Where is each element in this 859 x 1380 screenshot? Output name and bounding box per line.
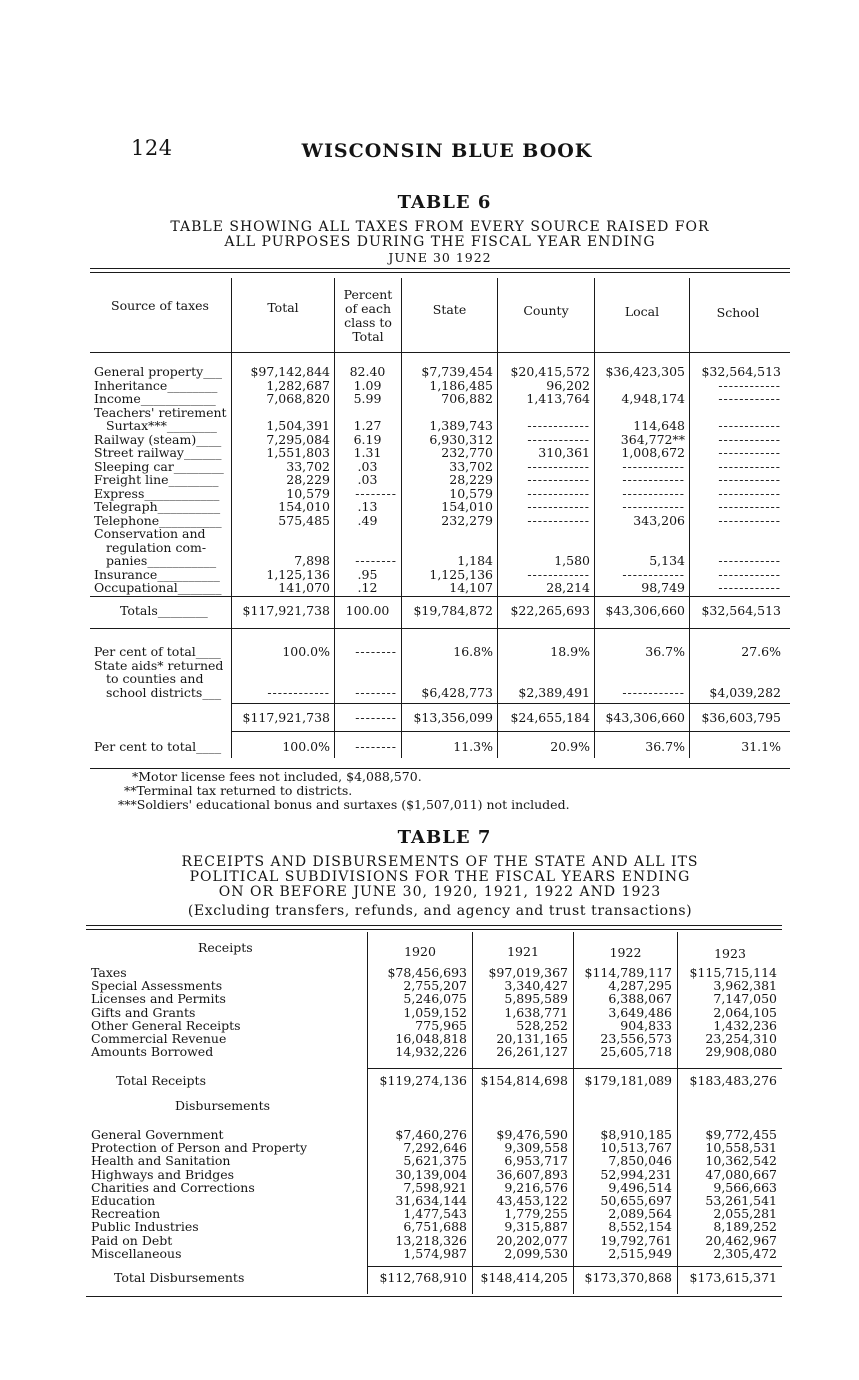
table7-total-receipts xyxy=(86,1074,782,1087)
tax-value: ------------ xyxy=(527,458,590,474)
disbursement-label: Education xyxy=(91,1193,156,1209)
totals-state: $19,784,872 xyxy=(413,603,493,618)
tax-row xyxy=(90,487,785,501)
disbursement-value: 9,566,663 xyxy=(713,1179,777,1195)
tax-value: ------------ xyxy=(718,458,781,474)
table7-receipts-rule xyxy=(367,1068,782,1069)
tax-value: ------------ xyxy=(527,512,590,528)
table7-bottom-rule xyxy=(86,1296,782,1297)
tax-label: Insurance__________ xyxy=(94,566,220,582)
table7-subtitle-1: RECEIPTS AND DISBURSEMENTS OF THE STATE AND ALL ITS xyxy=(181,854,699,870)
disbursement-label: Protection of Person and Property xyxy=(91,1140,308,1156)
receipt-value: $115,715,114 xyxy=(689,965,777,980)
tax-row xyxy=(90,406,785,420)
total-disbursements-row: Total Disbursements $112,768,910 $148,414,205 $173,370,868 $173,615,371 xyxy=(114,1270,777,1285)
table7-subtitle-4: (Excluding transfers, refunds, and agency and trust transactions) xyxy=(187,903,693,919)
receipt-row xyxy=(86,992,782,1005)
disbursement-value: 9,216,576 xyxy=(504,1179,568,1195)
tax-value: 28,214 xyxy=(546,580,590,595)
table7-header-1923: 1923 xyxy=(714,946,746,961)
totals-county: $22,265,693 xyxy=(510,603,590,618)
table6-header-county: County xyxy=(523,303,569,318)
tax-value: 6.19 xyxy=(353,431,382,447)
tax-label: Telegraph__________ xyxy=(94,499,221,514)
tax-value: ------------ xyxy=(622,499,685,514)
table6-top-rule-2 xyxy=(90,272,790,273)
receipt-label: Amounts Borrowed xyxy=(91,1044,214,1060)
receipt-value: 3,649,486 xyxy=(608,1004,672,1020)
tax-value: 1,389,743 xyxy=(429,418,493,433)
tax-value: ------------ xyxy=(527,499,590,514)
disbursement-value: 6,751,688 xyxy=(403,1219,467,1235)
disbursement-label: Health and Sanitation xyxy=(91,1153,231,1169)
table7-header-1922: 1922 xyxy=(609,945,642,960)
tax-value: ------------ xyxy=(527,431,590,447)
tax-value: 1,282,687 xyxy=(266,377,330,393)
disbursement-label: Miscellaneous xyxy=(91,1245,182,1261)
tax-value: ------------ xyxy=(718,418,781,433)
table7-header-receipts: Receipts xyxy=(198,940,253,955)
tax-value xyxy=(231,406,334,420)
tax-value: ------------ xyxy=(622,458,685,474)
table7-disbursements xyxy=(86,1128,782,1260)
receipt-label: Special Assessments xyxy=(91,978,223,994)
table6-title: TABLE 6 xyxy=(397,192,492,213)
tax-value: 310,361 xyxy=(538,445,590,460)
disbursement-value: 10,513,767 xyxy=(600,1140,672,1156)
tax-value: 1,125,136 xyxy=(429,566,493,582)
table6-header-rule xyxy=(90,352,790,353)
tax-value: 364,772** xyxy=(620,431,685,447)
tax-value: 28,229 xyxy=(286,472,330,487)
tax-value: 1,125,136 xyxy=(266,566,330,582)
tax-value: ------------ xyxy=(718,431,781,447)
tax-value: 5,134 xyxy=(649,553,685,568)
tax-row xyxy=(90,554,785,568)
table6-net-rule-bottom xyxy=(231,731,790,732)
tax-row xyxy=(90,446,785,460)
pct-total-row: Per cent of total____ 100.0% -------- 16.8% 18.9% 36.7% 27.6% xyxy=(94,644,781,659)
table7-total-disbursements xyxy=(86,1271,782,1284)
footnote-3: ***Soldiers' educational bonus and surtaxes ($1,507,011) not included. xyxy=(118,797,570,812)
receipt-value: 29,908,080 xyxy=(705,1044,777,1060)
running-head: WISCONSIN BLUE BOOK xyxy=(301,140,593,162)
table6-header-percent: Percent of each class to Total xyxy=(343,287,393,344)
tax-value: ------------ xyxy=(622,566,685,582)
tax-value: ------------ xyxy=(527,485,590,501)
table6-header-total: Total xyxy=(267,300,299,315)
totals-total: $117,921,738 xyxy=(242,603,330,618)
tax-value xyxy=(497,406,594,420)
receipt-value: 5,246,075 xyxy=(403,991,467,1007)
tax-value: 232,770 xyxy=(441,445,493,460)
disbursement-value: 20,462,967 xyxy=(705,1232,777,1248)
disbursement-value: 6,953,717 xyxy=(504,1153,568,1169)
disbursement-value: $7,460,276 xyxy=(395,1127,467,1142)
receipt-label: Taxes xyxy=(91,965,127,980)
disbursement-value: 5,621,375 xyxy=(403,1153,467,1169)
tax-value xyxy=(594,527,689,541)
tax-value xyxy=(334,541,401,555)
table6-header-state: State xyxy=(432,302,467,317)
disbursement-value: 8,189,252 xyxy=(713,1219,777,1235)
disbursement-value: $9,476,590 xyxy=(496,1127,568,1142)
pct-to-total-row: Per cent to total____ 100.0% -------- 11.3% 20.9% 36.7% 31.1% xyxy=(94,739,781,754)
table7-top-rule-2 xyxy=(86,929,782,930)
tax-value xyxy=(231,541,334,555)
tax-value xyxy=(594,541,689,555)
table7-title: TABLE 7 xyxy=(397,827,492,848)
disbursement-row xyxy=(86,1154,782,1167)
table6-totals-rule xyxy=(90,596,790,597)
tax-value: .12 xyxy=(357,580,378,595)
tax-label: Railway (steam)____ xyxy=(94,431,222,447)
disbursement-value: 19,792,761 xyxy=(600,1232,672,1248)
tax-value: $36,423,305 xyxy=(605,364,685,379)
tax-value xyxy=(401,406,497,420)
table6-body xyxy=(90,365,785,595)
footnote-2: **Terminal tax returned to districts. xyxy=(124,783,353,798)
table7-header-1921: 1921 xyxy=(507,944,539,959)
tax-value: 10,579 xyxy=(449,485,493,501)
receipt-value: 3,962,381 xyxy=(713,978,777,994)
tax-value: ------------ xyxy=(718,445,781,460)
disbursement-label: Paid on Debt xyxy=(91,1232,173,1248)
tax-value: $7,739,454 xyxy=(421,364,493,379)
receipt-value: 23,254,310 xyxy=(705,1031,777,1047)
disbursement-value: 31,634,144 xyxy=(395,1193,467,1209)
tax-value: 5.99 xyxy=(353,391,382,406)
tax-row xyxy=(90,514,785,528)
disbursement-value: 43,453,122 xyxy=(496,1193,568,1209)
tax-row xyxy=(90,473,785,487)
disbursement-value: 10,362,542 xyxy=(705,1153,777,1169)
receipt-value: 775,965 xyxy=(415,1017,467,1033)
receipt-label: Licenses and Permits xyxy=(91,991,226,1007)
receipt-value: 1,059,152 xyxy=(403,1004,467,1020)
receipt-label: Gifts and Grants xyxy=(91,1004,196,1020)
tax-value: .13 xyxy=(357,499,378,514)
receipt-value: 6,388,067 xyxy=(608,991,672,1007)
disbursement-value: 1,477,543 xyxy=(403,1206,467,1222)
table6-totals-rule-bottom xyxy=(90,628,790,629)
tax-value: .49 xyxy=(357,512,378,528)
tax-row xyxy=(90,500,785,514)
tax-value: ------------ xyxy=(718,553,781,568)
tax-value xyxy=(689,541,785,555)
tax-value: $20,415,572 xyxy=(510,364,590,379)
tax-row xyxy=(90,568,785,582)
tax-row xyxy=(90,541,785,555)
tax-value: 4,948,174 xyxy=(621,391,685,406)
table6-header-source: Source of taxes xyxy=(111,298,209,313)
disbursement-value: 13,218,326 xyxy=(395,1232,467,1248)
disbursement-value: 53,261,541 xyxy=(705,1193,777,1209)
disbursement-value: 2,089,564 xyxy=(608,1206,672,1222)
tax-value: $97,142,844 xyxy=(250,364,330,379)
disbursement-value: 2,515,949 xyxy=(608,1245,672,1261)
tax-value: 33,702 xyxy=(286,458,330,474)
tax-value: .03 xyxy=(357,458,378,474)
tax-value xyxy=(401,541,497,555)
disbursements-heading: Disbursements xyxy=(175,1098,271,1113)
net-total-row: $117,921,738 -------- $13,356,099 $24,655,184 $43,306,660 $36,603,795 xyxy=(242,710,781,725)
receipt-value: $78,456,693 xyxy=(387,965,467,980)
receipt-value: 2,755,207 xyxy=(403,978,467,994)
tax-value xyxy=(401,527,497,541)
tax-label: panies___________ xyxy=(106,553,217,568)
tax-label: regulation com- xyxy=(106,539,207,555)
receipt-value: 25,605,718 xyxy=(600,1044,672,1060)
tax-label: Telephone__________ xyxy=(94,512,222,528)
tax-value: 232,279 xyxy=(441,512,493,528)
tax-value: 1,504,391 xyxy=(266,418,330,433)
receipt-value: $97,019,367 xyxy=(488,965,568,980)
receipt-value: 1,432,236 xyxy=(713,1017,777,1033)
tax-value: 1,413,764 xyxy=(526,391,590,406)
tax-value: 14,107 xyxy=(449,580,493,595)
tax-value: ------------ xyxy=(622,472,685,487)
tax-value: .03 xyxy=(357,472,378,487)
tax-value xyxy=(594,379,689,393)
disbursement-value: 1,574,987 xyxy=(403,1245,467,1261)
totals-school: $32,564,513 xyxy=(701,603,781,618)
disbursement-value: 7,598,921 xyxy=(403,1179,467,1195)
page-number: 124 xyxy=(131,136,173,160)
tax-value: 7,898 xyxy=(294,553,330,568)
total-receipts-row: Total Receipts $119,274,136 $154,814,698 $179,181,089 $183,483,276 xyxy=(116,1073,777,1088)
tax-label: Conservation and xyxy=(94,526,206,541)
disbursement-value: 1,779,255 xyxy=(504,1206,568,1222)
receipt-value: 2,064,105 xyxy=(713,1004,777,1020)
disbursement-label: Charities and Corrections xyxy=(91,1179,255,1195)
receipt-value: 7,147,050 xyxy=(713,991,777,1007)
receipt-value: $114,789,117 xyxy=(584,965,672,980)
table7-subtitle-3: ON OR BEFORE JUNE 30, 1920, 1921, 1922 AND 1923 xyxy=(218,884,662,900)
table6-subtitle-2: ALL PURPOSES DURING THE FISCAL YEAR ENDING xyxy=(224,234,656,250)
tax-label: Inheritance________ xyxy=(94,377,218,393)
tax-value xyxy=(594,406,689,420)
state-aids-row: school districts___ ------------ -------- $6,428,773 $2,389,491 ------------ $4,039,282 xyxy=(106,684,781,700)
state-aids-label-row-2: to counties and xyxy=(106,671,204,686)
tax-row xyxy=(90,581,785,595)
table6-top-rule-1 xyxy=(90,268,790,269)
tax-value: 1,186,485 xyxy=(429,377,493,393)
tax-value xyxy=(497,541,594,555)
tax-value: ------------ xyxy=(718,512,781,528)
tax-value xyxy=(689,406,785,420)
tax-value: 154,010 xyxy=(441,499,493,514)
receipt-value: 26,261,127 xyxy=(496,1044,568,1060)
tax-value: 7,068,820 xyxy=(266,391,330,406)
disbursement-value: 7,292,646 xyxy=(403,1140,467,1156)
tax-value: ------------ xyxy=(718,499,781,514)
tax-value: 82.40 xyxy=(349,364,386,379)
tax-label: Express____________ xyxy=(94,485,220,501)
tax-value: 575,485 xyxy=(278,512,330,528)
disbursement-value: 36,607,893 xyxy=(496,1166,568,1182)
tax-label: Street railway______ xyxy=(94,445,222,460)
tax-value: ------------ xyxy=(718,566,781,582)
tax-value: 1,184 xyxy=(457,553,493,568)
disbursement-value: 9,315,887 xyxy=(504,1219,568,1235)
disbursement-label: Public Industries xyxy=(91,1219,199,1235)
totals-local: $43,306,660 xyxy=(605,603,685,618)
receipt-row xyxy=(86,1045,782,1058)
tax-value: 10,579 xyxy=(286,485,330,501)
receipt-value: 3,340,427 xyxy=(504,978,568,994)
tax-value: -------- xyxy=(355,485,397,501)
tax-label: Surtax***________ xyxy=(106,418,217,433)
tax-row xyxy=(90,419,785,433)
tax-value: 1,580 xyxy=(554,553,590,568)
table6-subtitle-1: TABLE SHOWING ALL TAXES FROM EVERY SOURCE RAISED FOR xyxy=(170,219,710,235)
table7-disb-rule xyxy=(367,1266,782,1267)
footnote-1: *Motor license fees not included, $4,088,570. xyxy=(132,769,422,784)
receipt-value: 23,556,573 xyxy=(600,1031,672,1047)
tax-value: 7,295,084 xyxy=(266,431,330,447)
disbursement-value: 8,552,154 xyxy=(608,1219,672,1235)
table6-header-school: School xyxy=(716,305,760,320)
disbursement-value: 9,496,514 xyxy=(608,1179,672,1195)
tax-row xyxy=(90,365,785,379)
tax-label: Teachers' retirement xyxy=(94,404,227,420)
receipt-value: 1,638,771 xyxy=(504,1004,568,1020)
table7-header-1920: 1920 xyxy=(404,944,436,959)
receipt-value: 5,895,589 xyxy=(504,991,568,1007)
tax-value: 1.09 xyxy=(353,377,382,393)
tax-row xyxy=(90,460,785,474)
disbursement-label: Highways and Bridges xyxy=(91,1166,235,1182)
disbursement-value: 2,305,472 xyxy=(713,1245,777,1261)
tax-label: Income____________ xyxy=(94,391,216,406)
tax-value: ------------ xyxy=(527,472,590,487)
table7-subtitle-2: POLITICAL SUBDIVISIONS FOR THE FISCAL YEARS ENDING xyxy=(189,869,691,885)
table6-header-local: Local xyxy=(624,304,660,319)
tax-value: ------------ xyxy=(622,485,685,501)
disbursement-value: 2,099,530 xyxy=(504,1245,568,1261)
tax-value: $32,564,513 xyxy=(701,364,781,379)
tax-value xyxy=(231,527,334,541)
disbursement-value: $9,772,455 xyxy=(705,1127,777,1142)
disbursement-value: 52,994,231 xyxy=(600,1166,672,1182)
receipt-value: 16,048,818 xyxy=(395,1031,467,1047)
receipt-value: 4,287,295 xyxy=(608,978,672,994)
disbursement-value: 30,139,004 xyxy=(395,1166,467,1182)
receipt-label: Commercial Revenue xyxy=(91,1031,227,1047)
disbursement-label: General Government xyxy=(91,1127,224,1142)
tax-label: Occupational_______ xyxy=(94,580,222,595)
disbursement-row xyxy=(86,1220,782,1233)
tax-row xyxy=(90,433,785,447)
tax-value: ------------ xyxy=(718,391,781,406)
tax-value: 1,008,672 xyxy=(621,445,685,460)
tax-value: ------------ xyxy=(718,472,781,487)
disbursement-label: Recreation xyxy=(91,1206,161,1222)
tax-row xyxy=(90,392,785,406)
tax-value: 6,930,312 xyxy=(429,431,493,447)
disbursement-row xyxy=(86,1234,782,1247)
tax-label: General property___ xyxy=(94,364,222,379)
receipt-value: 528,252 xyxy=(516,1017,568,1033)
disbursement-value: 9,309,558 xyxy=(504,1140,568,1156)
tax-value: 28,229 xyxy=(449,472,493,487)
state-aids-label-row-1: State aids* returned xyxy=(94,657,224,673)
tax-value: 33,702 xyxy=(449,458,493,474)
receipt-label: Other General Receipts xyxy=(91,1017,241,1033)
tax-value: 96,202 xyxy=(546,377,590,393)
tax-value: 706,882 xyxy=(441,391,493,406)
disbursement-value: $8,910,185 xyxy=(600,1127,672,1142)
disbursement-value: 47,080,667 xyxy=(705,1166,777,1182)
disbursement-value: 50,655,697 xyxy=(600,1193,672,1209)
table6-net xyxy=(90,711,785,725)
table6-net-rule xyxy=(231,703,790,704)
totals-percent: 100.00 xyxy=(345,603,390,618)
tax-value: ------------ xyxy=(718,580,781,595)
totals-label: Totals________ xyxy=(120,603,208,618)
tax-value: ------------ xyxy=(718,377,781,393)
disbursement-row xyxy=(86,1168,782,1181)
tax-value: ------------ xyxy=(527,566,590,582)
receipt-value: 904,833 xyxy=(620,1017,672,1033)
tax-row xyxy=(90,379,785,393)
table6-subtitle-3: JUNE 30 1922 xyxy=(388,250,492,265)
tax-value: 98,749 xyxy=(641,580,685,595)
tax-value: ------------ xyxy=(718,485,781,501)
tax-row xyxy=(90,527,785,541)
disbursement-value: 7,850,046 xyxy=(608,1153,672,1169)
tax-value: ------------ xyxy=(527,418,590,433)
table6-totals xyxy=(90,604,785,618)
table7-receipts xyxy=(86,966,782,1058)
tax-value: 114,648 xyxy=(633,418,685,433)
disbursement-value: 10,558,531 xyxy=(705,1140,777,1156)
tax-value xyxy=(334,406,401,420)
receipt-value: 14,932,226 xyxy=(395,1044,467,1060)
disbursement-value: 2,055,281 xyxy=(713,1206,777,1222)
tax-value: 154,010 xyxy=(278,499,330,514)
tax-value: 1.27 xyxy=(353,418,382,433)
disbursement-row xyxy=(86,1247,782,1260)
tax-value: 343,206 xyxy=(633,512,685,528)
tax-label: Freight line________ xyxy=(94,472,219,487)
tax-value: -------- xyxy=(355,553,397,568)
table7-top-rule-1 xyxy=(86,925,782,926)
table6-pct-to-total xyxy=(90,740,785,754)
table6-pct xyxy=(90,645,785,699)
tax-value xyxy=(689,527,785,541)
tax-value: 141,070 xyxy=(278,580,330,595)
disbursement-value: 20,202,077 xyxy=(496,1232,568,1248)
tax-value: 1,551,803 xyxy=(266,445,330,460)
tax-value xyxy=(334,527,401,541)
receipt-value: 20,131,165 xyxy=(496,1031,568,1047)
tax-value: .95 xyxy=(357,566,378,582)
tax-value xyxy=(497,527,594,541)
table6-totals-row xyxy=(90,604,785,618)
receipt-row xyxy=(86,1006,782,1019)
tax-value: 1.31 xyxy=(353,445,382,460)
tax-label: Sleeping car________ xyxy=(94,458,224,474)
